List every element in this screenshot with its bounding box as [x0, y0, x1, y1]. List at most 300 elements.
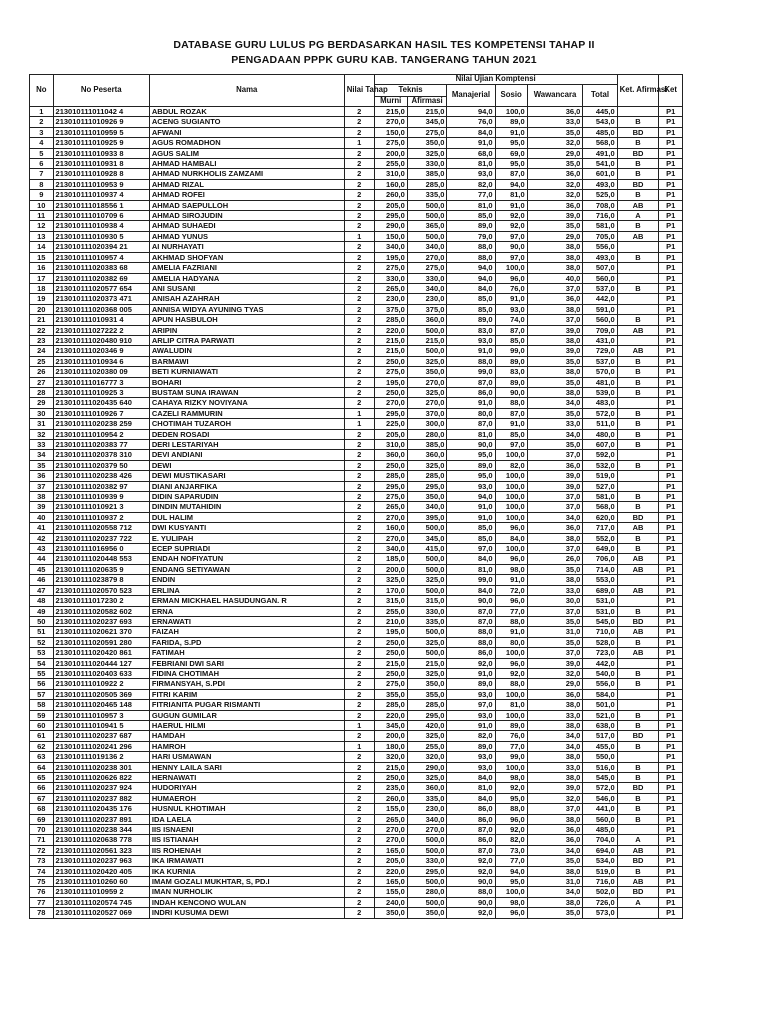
cell-no: 72: [30, 845, 54, 855]
cell-no-peserta: 213010111010938 4: [53, 221, 149, 231]
cell-ket-afirmasi: B: [617, 637, 659, 647]
cell-nilai-tahap: 2: [344, 117, 374, 127]
cell-no-peserta: 213010111010709 6: [53, 211, 149, 221]
cell-wawancara: 36,0: [527, 107, 583, 117]
cell-afirmasi: 500,0: [407, 554, 447, 564]
cell-murni: 205,0: [374, 200, 407, 210]
cell-wawancara: 36,0: [527, 169, 583, 179]
cell-manajerial: 92,0: [447, 908, 495, 918]
table-row: [30, 783, 683, 793]
cell-no-peserta: 213010111020378 310: [53, 450, 149, 460]
cell-ket-afirmasi: B: [617, 252, 659, 262]
cell-ket: P1: [659, 304, 683, 314]
cell-no: 24: [30, 346, 54, 356]
table-row: [30, 908, 683, 918]
cell-wawancara: 35,0: [527, 616, 583, 626]
cell-afirmasi: 420,0: [407, 720, 447, 730]
cell-ket-afirmasi: [617, 242, 659, 252]
cell-nama: ECEP SUPRIADI: [149, 544, 344, 554]
cell-sosio: 84,0: [495, 533, 527, 543]
cell-afirmasi: 300,0: [407, 419, 447, 429]
table-row: [30, 429, 683, 439]
table-row: [30, 283, 683, 293]
cell-nilai-tahap: 2: [344, 315, 374, 325]
cell-manajerial: 94,0: [447, 107, 495, 117]
cell-no-peserta: 213010111020577 654: [53, 283, 149, 293]
cell-sosio: 100,0: [495, 689, 527, 699]
cell-sosio: 100,0: [495, 502, 527, 512]
cell-nama: AKHMAD SHOFYAN: [149, 252, 344, 262]
cell-murni: 270,0: [374, 835, 407, 845]
cell-wawancara: 38,0: [527, 720, 583, 730]
cell-afirmasi: 500,0: [407, 346, 447, 356]
cell-afirmasi: 270,0: [407, 252, 447, 262]
cell-afirmasi: 340,0: [407, 814, 447, 824]
cell-ket-afirmasi: [617, 689, 659, 699]
cell-sosio: 96,0: [495, 554, 527, 564]
cell-nilai-tahap: 2: [344, 294, 374, 304]
cell-wawancara: 38,0: [527, 866, 583, 876]
cell-ket-afirmasi: B: [617, 159, 659, 169]
table-row: [30, 825, 683, 835]
cell-nilai-tahap: 2: [344, 596, 374, 606]
cell-ket: P1: [659, 564, 683, 574]
cell-afirmasi: 335,0: [407, 616, 447, 626]
cell-nama: FARIDA, S.PD: [149, 637, 344, 647]
cell-nilai-tahap: 2: [344, 200, 374, 210]
cell-total: 480,0: [583, 429, 617, 439]
cell-nama: ERNAWATI: [149, 616, 344, 626]
cell-no-peserta: 213010111016777 3: [53, 377, 149, 387]
cell-total: 607,0: [583, 440, 617, 450]
table-row: [30, 211, 683, 221]
cell-nama: AI NURHAYATI: [149, 242, 344, 252]
cell-nilai-tahap: 1: [344, 419, 374, 429]
cell-no-peserta: 213010111010934 6: [53, 356, 149, 366]
cell-murni: 320,0: [374, 752, 407, 762]
cell-murni: 295,0: [374, 408, 407, 418]
cell-ket: P1: [659, 554, 683, 564]
cell-sosio: 90,0: [495, 387, 527, 397]
cell-sosio: 92,0: [495, 783, 527, 793]
header-manajerial: Manajerial: [447, 84, 495, 106]
cell-afirmasi: 325,0: [407, 637, 447, 647]
cell-total: 528,0: [583, 637, 617, 647]
cell-no-peserta: 213010111020237 924: [53, 783, 149, 793]
cell-manajerial: 88,0: [447, 637, 495, 647]
cell-murni: 250,0: [374, 460, 407, 470]
cell-no: 50: [30, 616, 54, 626]
cell-no: 78: [30, 908, 54, 918]
cell-nama: IIS ISNAENI: [149, 825, 344, 835]
cell-murni: 330,0: [374, 273, 407, 283]
cell-manajerial: 81,0: [447, 429, 495, 439]
cell-sosio: 88,0: [495, 804, 527, 814]
cell-afirmasi: 360,0: [407, 450, 447, 460]
cell-sosio: 96,0: [495, 908, 527, 918]
cell-manajerial: 93,0: [447, 762, 495, 772]
cell-ket-afirmasi: B: [617, 440, 659, 450]
cell-ket-afirmasi: [617, 658, 659, 668]
header-no-peserta: No Peserta: [53, 75, 149, 107]
cell-afirmasi: 350,0: [407, 908, 447, 918]
cell-total: 717,0: [583, 523, 617, 533]
cell-no-peserta: 213010111020505 369: [53, 689, 149, 699]
table-row: [30, 856, 683, 866]
cell-wawancara: 35,0: [527, 221, 583, 231]
cell-total: 601,0: [583, 169, 617, 179]
cell-total: 493,0: [583, 179, 617, 189]
cell-no: 18: [30, 283, 54, 293]
cell-murni: 260,0: [374, 793, 407, 803]
cell-nama: DEVI ANDIANI: [149, 450, 344, 460]
cell-sosio: 69,0: [495, 148, 527, 158]
cell-ket-afirmasi: [617, 263, 659, 273]
cell-wawancara: 38,0: [527, 773, 583, 783]
cell-sosio: 91,0: [495, 575, 527, 585]
cell-ket: P1: [659, 762, 683, 772]
cell-total: 581,0: [583, 492, 617, 502]
cell-no-peserta: 213010111020383 77: [53, 440, 149, 450]
cell-nama: DIDIN SAPARUDIN: [149, 492, 344, 502]
cell-ket: P1: [659, 127, 683, 137]
cell-nama: DUL HALIM: [149, 512, 344, 522]
cell-ket-afirmasi: [617, 294, 659, 304]
cell-murni: 265,0: [374, 502, 407, 512]
cell-nama: E. YULIPAH: [149, 533, 344, 543]
table-row: [30, 523, 683, 533]
cell-afirmasi: 350,0: [407, 679, 447, 689]
cell-sosio: 100,0: [495, 450, 527, 460]
cell-no: 32: [30, 429, 54, 439]
cell-ket: P1: [659, 544, 683, 554]
cell-no-peserta: 213010111027222 2: [53, 325, 149, 335]
cell-nilai-tahap: 2: [344, 783, 374, 793]
cell-afirmasi: 395,0: [407, 512, 447, 522]
cell-no: 57: [30, 689, 54, 699]
table-row: [30, 325, 683, 335]
cell-nilai-tahap: 2: [344, 481, 374, 491]
cell-total: 723,0: [583, 648, 617, 658]
cell-total: 525,0: [583, 190, 617, 200]
cell-no-peserta: 213010111010933 8: [53, 148, 149, 158]
cell-nilai-tahap: 2: [344, 107, 374, 117]
cell-sosio: 76,0: [495, 731, 527, 741]
cell-wawancara: 39,0: [527, 471, 583, 481]
cell-total: 716,0: [583, 211, 617, 221]
cell-no-peserta: 213010111010921 3: [53, 502, 149, 512]
cell-nilai-tahap: 2: [344, 398, 374, 408]
cell-nama: ERMAN MICKHAEL HASUDUNGAN. R: [149, 596, 344, 606]
cell-manajerial: 79,0: [447, 231, 495, 241]
cell-nilai-tahap: 2: [344, 387, 374, 397]
cell-ket-afirmasi: B: [617, 606, 659, 616]
cell-manajerial: 86,0: [447, 804, 495, 814]
cell-nama: IMAN NURHOLIK: [149, 887, 344, 897]
cell-no-peserta: 213010111020527 069: [53, 908, 149, 918]
cell-manajerial: 89,0: [447, 741, 495, 751]
cell-no: 47: [30, 585, 54, 595]
cell-afirmasi: 360,0: [407, 315, 447, 325]
cell-nilai-tahap: 2: [344, 679, 374, 689]
cell-murni: 170,0: [374, 585, 407, 595]
cell-afirmasi: 275,0: [407, 263, 447, 273]
cell-ket-afirmasi: B: [617, 387, 659, 397]
cell-afirmasi: 290,0: [407, 762, 447, 772]
cell-total: 689,0: [583, 585, 617, 595]
cell-no-peserta: 213010111020237 687: [53, 731, 149, 741]
cell-nilai-tahap: 2: [344, 533, 374, 543]
cell-murni: 250,0: [374, 637, 407, 647]
cell-total: 485,0: [583, 825, 617, 835]
cell-murni: 265,0: [374, 283, 407, 293]
cell-ket-afirmasi: BD: [617, 179, 659, 189]
cell-total: 708,0: [583, 200, 617, 210]
cell-murni: 220,0: [374, 710, 407, 720]
cell-manajerial: 87,0: [447, 616, 495, 626]
cell-sosio: 87,0: [495, 325, 527, 335]
cell-manajerial: 93,0: [447, 169, 495, 179]
cell-manajerial: 81,0: [447, 159, 495, 169]
cell-sosio: 83,0: [495, 367, 527, 377]
cell-no: 55: [30, 668, 54, 678]
cell-nilai-tahap: 2: [344, 335, 374, 345]
cell-sosio: 100,0: [495, 481, 527, 491]
cell-nama: HAMDAH: [149, 731, 344, 741]
cell-manajerial: 93,0: [447, 481, 495, 491]
cell-wawancara: 33,0: [527, 585, 583, 595]
cell-ket-afirmasi: AB: [617, 523, 659, 533]
cell-nama: ERNA: [149, 606, 344, 616]
cell-no-peserta: 213010111020621 370: [53, 627, 149, 637]
table-row: [30, 773, 683, 783]
cell-wawancara: 29,0: [527, 231, 583, 241]
cell-total: 570,0: [583, 367, 617, 377]
cell-manajerial: 91,0: [447, 346, 495, 356]
cell-murni: 165,0: [374, 877, 407, 887]
cell-murni: 265,0: [374, 814, 407, 824]
cell-nama: CAZELI RAMMURIN: [149, 408, 344, 418]
cell-total: 507,0: [583, 263, 617, 273]
cell-ket-afirmasi: [617, 481, 659, 491]
cell-murni: 325,0: [374, 575, 407, 585]
cell-wawancara: 39,0: [527, 325, 583, 335]
cell-total: 710,0: [583, 627, 617, 637]
cell-nama: FITRI KARIM: [149, 689, 344, 699]
cell-no-peserta: 213010111010260 60: [53, 877, 149, 887]
cell-nama: ABDUL ROZAK: [149, 107, 344, 117]
cell-nilai-tahap: 2: [344, 367, 374, 377]
cell-wawancara: 36,0: [527, 294, 583, 304]
cell-total: 556,0: [583, 242, 617, 252]
cell-nilai-tahap: 2: [344, 773, 374, 783]
cell-no: 65: [30, 773, 54, 783]
cell-no-peserta: 213010111020465 148: [53, 700, 149, 710]
cell-no: 25: [30, 356, 54, 366]
cell-manajerial: 94,0: [447, 492, 495, 502]
cell-nama: HUSNUL KHOTIMAH: [149, 804, 344, 814]
cell-murni: 275,0: [374, 492, 407, 502]
cell-total: 501,0: [583, 700, 617, 710]
cell-ket-afirmasi: B: [617, 502, 659, 512]
header-nama: Nama: [149, 75, 344, 107]
cell-nama: AMELIA HADYANA: [149, 273, 344, 283]
cell-sosio: 96,0: [495, 596, 527, 606]
cell-manajerial: 93,0: [447, 710, 495, 720]
cell-nama: ANISAH AZAHRAH: [149, 294, 344, 304]
cell-total: 560,0: [583, 273, 617, 283]
cell-manajerial: 94,0: [447, 263, 495, 273]
cell-ket: P1: [659, 148, 683, 158]
cell-no-peserta: 213010111019136 2: [53, 752, 149, 762]
cell-no: 66: [30, 783, 54, 793]
header-ket-afirmasi: Ket. Afirmasi: [617, 75, 659, 107]
table-row: [30, 887, 683, 897]
cell-afirmasi: 385,0: [407, 169, 447, 179]
cell-no-peserta: 213010111020379 50: [53, 460, 149, 470]
cell-no-peserta: 213010111010959 2: [53, 887, 149, 897]
header-nilai-tahap: Nilai Tahap: [344, 75, 374, 107]
cell-ket: P1: [659, 689, 683, 699]
cell-nilai-tahap: 2: [344, 544, 374, 554]
cell-manajerial: 88,0: [447, 242, 495, 252]
cell-nama: GUGUN GUMILAR: [149, 710, 344, 720]
cell-nilai-tahap: 2: [344, 283, 374, 293]
cell-murni: 270,0: [374, 512, 407, 522]
cell-ket-afirmasi: B: [617, 762, 659, 772]
cell-ket: P1: [659, 117, 683, 127]
cell-no-peserta: 213010111020591 280: [53, 637, 149, 647]
cell-nilai-tahap: 2: [344, 263, 374, 273]
cell-ket: P1: [659, 825, 683, 835]
table-row: [30, 845, 683, 855]
table-row: [30, 877, 683, 887]
cell-manajerial: 95,0: [447, 471, 495, 481]
cell-ket: P1: [659, 346, 683, 356]
cell-sosio: 87,0: [495, 408, 527, 418]
cell-afirmasi: 500,0: [407, 627, 447, 637]
cell-ket: P1: [659, 429, 683, 439]
cell-ket-afirmasi: B: [617, 283, 659, 293]
cell-nilai-tahap: 2: [344, 877, 374, 887]
cell-wawancara: 37,0: [527, 502, 583, 512]
cell-manajerial: 82,0: [447, 179, 495, 189]
cell-nilai-tahap: 2: [344, 710, 374, 720]
cell-nama: IKA IRMAWATI: [149, 856, 344, 866]
cell-afirmasi: 215,0: [407, 335, 447, 345]
table-row: [30, 606, 683, 616]
cell-total: 521,0: [583, 710, 617, 720]
cell-murni: 250,0: [374, 773, 407, 783]
cell-total: 519,0: [583, 471, 617, 481]
cell-wawancara: 38,0: [527, 242, 583, 252]
cell-total: 511,0: [583, 419, 617, 429]
cell-murni: 285,0: [374, 315, 407, 325]
cell-murni: 195,0: [374, 377, 407, 387]
cell-wawancara: 31,0: [527, 877, 583, 887]
cell-manajerial: 86,0: [447, 835, 495, 845]
cell-nama: CHOTIMAH TUZAROH: [149, 419, 344, 429]
cell-sosio: 82,0: [495, 835, 527, 845]
cell-afirmasi: 325,0: [407, 148, 447, 158]
cell-ket-afirmasi: BD: [617, 127, 659, 137]
table-row: [30, 117, 683, 127]
cell-manajerial: 90,0: [447, 897, 495, 907]
cell-sosio: 80,0: [495, 637, 527, 647]
table-row: [30, 814, 683, 824]
cell-murni: 240,0: [374, 897, 407, 907]
cell-ket: P1: [659, 335, 683, 345]
cell-no: 49: [30, 606, 54, 616]
cell-no: 36: [30, 471, 54, 481]
cell-no-peserta: 213010111020435 176: [53, 804, 149, 814]
cell-nama: AWALUDIN: [149, 346, 344, 356]
cell-sosio: 76,0: [495, 283, 527, 293]
cell-wawancara: 36,0: [527, 689, 583, 699]
cell-nama: AHMAD SIROJUDIN: [149, 211, 344, 221]
cell-total: 540,0: [583, 668, 617, 678]
cell-nama: ACENG SUGIANTO: [149, 117, 344, 127]
cell-nilai-tahap: 2: [344, 845, 374, 855]
cell-no-peserta: 213010111010957 4: [53, 252, 149, 262]
cell-wawancara: 37,0: [527, 315, 583, 325]
cell-no-peserta: 213010111020448 553: [53, 554, 149, 564]
table-row: [30, 481, 683, 491]
cell-afirmasi: 500,0: [407, 325, 447, 335]
cell-manajerial: 76,0: [447, 117, 495, 127]
cell-manajerial: 84,0: [447, 283, 495, 293]
cell-no: 54: [30, 658, 54, 668]
cell-sosio: 97,0: [495, 231, 527, 241]
cell-ket-afirmasi: [617, 575, 659, 585]
cell-nama: IMAM GOZALI MUKHTAR, S, PD.I: [149, 877, 344, 887]
cell-total: 531,0: [583, 596, 617, 606]
cell-afirmasi: 500,0: [407, 211, 447, 221]
cell-manajerial: 68,0: [447, 148, 495, 158]
header-teknis: Teknis: [374, 84, 447, 96]
cell-no: 15: [30, 252, 54, 262]
cell-murni: 235,0: [374, 783, 407, 793]
cell-afirmasi: 325,0: [407, 575, 447, 585]
cell-no: 73: [30, 856, 54, 866]
cell-nilai-tahap: 2: [344, 762, 374, 772]
cell-total: 568,0: [583, 138, 617, 148]
cell-nilai-tahap: 2: [344, 908, 374, 918]
cell-no-peserta: 213010111020237 693: [53, 616, 149, 626]
cell-no: 17: [30, 273, 54, 283]
table-body: [30, 107, 683, 919]
table-row: [30, 710, 683, 720]
cell-murni: 230,0: [374, 294, 407, 304]
cell-ket: P1: [659, 731, 683, 741]
cell-ket-afirmasi: BD: [617, 616, 659, 626]
cell-total: 550,0: [583, 752, 617, 762]
cell-no: 5: [30, 148, 54, 158]
cell-ket-afirmasi: B: [617, 221, 659, 231]
cell-ket: P1: [659, 252, 683, 262]
cell-no-peserta: 213010111010922 2: [53, 679, 149, 689]
cell-nilai-tahap: 2: [344, 492, 374, 502]
cell-manajerial: 92,0: [447, 866, 495, 876]
cell-sosio: 99,0: [495, 346, 527, 356]
cell-ket-afirmasi: B: [617, 793, 659, 803]
cell-no: 1: [30, 107, 54, 117]
cell-no: 9: [30, 190, 54, 200]
cell-murni: 205,0: [374, 429, 407, 439]
cell-nama: BETI KURNIAWATI: [149, 367, 344, 377]
cell-afirmasi: 335,0: [407, 793, 447, 803]
cell-nama: FATIMAH: [149, 648, 344, 658]
